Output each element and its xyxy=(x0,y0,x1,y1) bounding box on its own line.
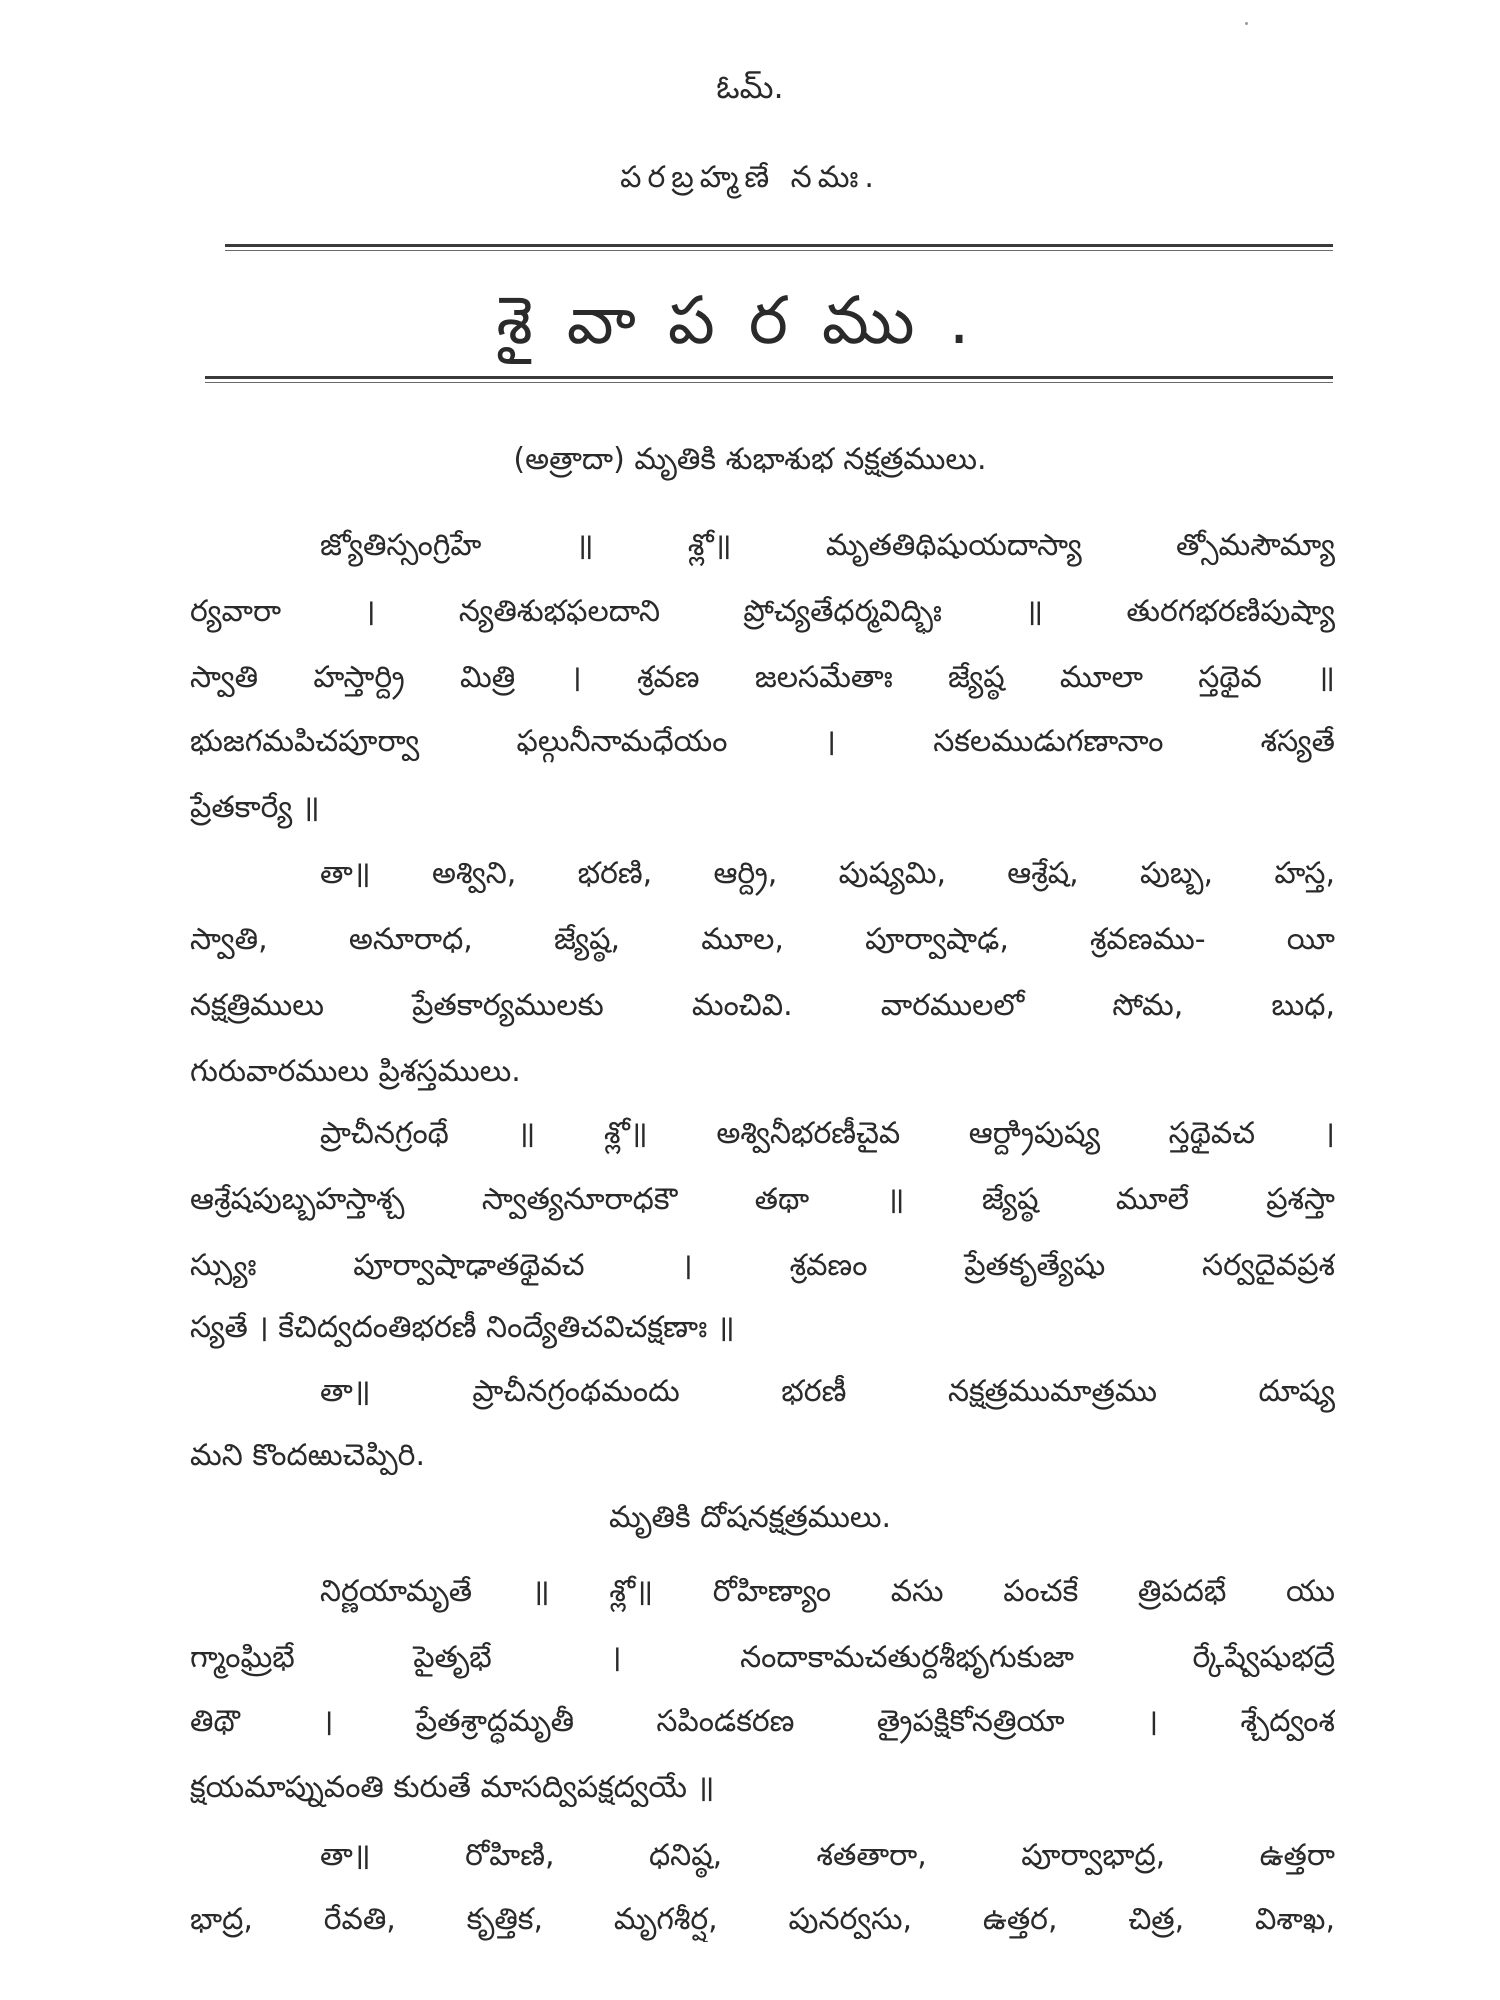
text-line: స్వాతి, అనూరాధ, జ్యేష్ఠ, మూల, పూర్వాషాఢ, శ్రవణము- యీ xyxy=(190,922,1335,957)
text-line: ప్రాచీనగ్రంథే ॥ శ్లో॥ అశ్వినీభరణీచైవ ఆర్ద్రాిపుష్య స్తథైవచ । xyxy=(320,1116,1335,1151)
text-line: జ్యోతిస్సంగ్రిహే ॥ శ్లో॥ మృతతిథిషుయదాస్యా త్సోమసౌమ్యా xyxy=(320,528,1335,563)
text-line: మని కొందఱుచెప్పిరి. xyxy=(190,1438,425,1473)
text-line: భాద్ర, రేవతి, కృత్తిక, మృగశీర్ష, పునర్వసు, ఉత్తర, చిత్ర, విశాఖ, xyxy=(190,1902,1335,1937)
text-line: నక్షత్రిములు ప్రేతకార్యములకు మంచివి. వారములలో సోమ, బుధ, xyxy=(190,988,1335,1023)
text-line: గ్మాంఘ్రిభే పైతృభే । నందాకామచతుర్దశీభృగుకుజా ర్కేష్వేషుభద్రే xyxy=(190,1640,1335,1675)
text-line: క్షయమాప్నువంతి కురుతే మాసద్విపక్షద్వయే ॥ xyxy=(190,1770,715,1805)
title-bottom-rule xyxy=(205,376,1333,383)
title-top-rule xyxy=(225,244,1333,251)
text-line: భుజగమపిచపూర్వా ఫల్గునీనామధేయం । సకలముడుగణానాం శస్యతే xyxy=(190,724,1335,759)
text-line: గురువారములు ప్రిశస్తములు. xyxy=(190,1054,521,1089)
salutation-line: పరబ్రహ్మణే నమః. xyxy=(620,160,880,195)
text-line: ఆశ్రేషపుబ్బహస్తాశ్చ స్వాత్యనూరాధకౌ తథా ॥ జ్యేష్ఠ మూలే ప్రశస్తా xyxy=(190,1182,1335,1217)
text-line: స్వాతి హస్తార్ద్రి మిత్రి । శ్రవణ జలసమేతాః జ్యేష్ఠ మూలా స్తథైవ ॥ xyxy=(190,660,1335,695)
text-line: స్యతే । కేచిద్వదంతిభరణీ నింద్యేతిచవిచక్షణాః ॥ xyxy=(190,1310,735,1345)
text-line: ర్యవారా । న్యతిశుభఫలదాని ప్రోచ్యతేధర్మవిద్భిః ॥ తురగభరణిపుష్యా xyxy=(190,594,1335,629)
text-line: స్స్యుః పూర్వాషాఢాతథైవచ । శ్రవణం ప్రేతకృత్యేషు సర్వదైవప్రశ xyxy=(190,1248,1335,1283)
paper-speck xyxy=(1245,22,1248,25)
section-heading: మృతికి దోషనక్షత్రములు. xyxy=(608,1500,892,1535)
text-line: నిర్ణయామృతే ॥ శ్లో॥ రోహిణ్యాం వసు పంచకే త్రిపదభే యు xyxy=(320,1574,1335,1609)
page-title: శైవాపరము. xyxy=(496,282,1004,359)
text-line: తా॥ రోహిణి, ధనిష్ఠ, శతతారా, పూర్వాభాద్ర, ఉత్తరా xyxy=(320,1838,1335,1873)
text-line: తా॥ ప్రాచీనగ్రంథమందు భరణీ నక్షత్రముమాత్రము దూష్య xyxy=(320,1374,1335,1409)
section-heading: (అత్రాదా) మృతికి శుభాశుభ నక్షత్రములు. xyxy=(513,442,987,477)
text-line: తా॥ అశ్విని, భరణి, ఆర్ద్రి, పుష్యమి, ఆశ్రేష, పుబ్బ, హస్త, xyxy=(320,856,1335,891)
text-line: ప్రేతకార్యే ॥ xyxy=(190,790,320,825)
om-invocation: ఓమ్. xyxy=(716,68,784,106)
text-line: తిథౌ । ప్రేతశ్రాద్ధమృతీ సపిండకరణ త్రైపక్షికోనత్రియా । శ్చేద్వంశ xyxy=(190,1704,1335,1739)
